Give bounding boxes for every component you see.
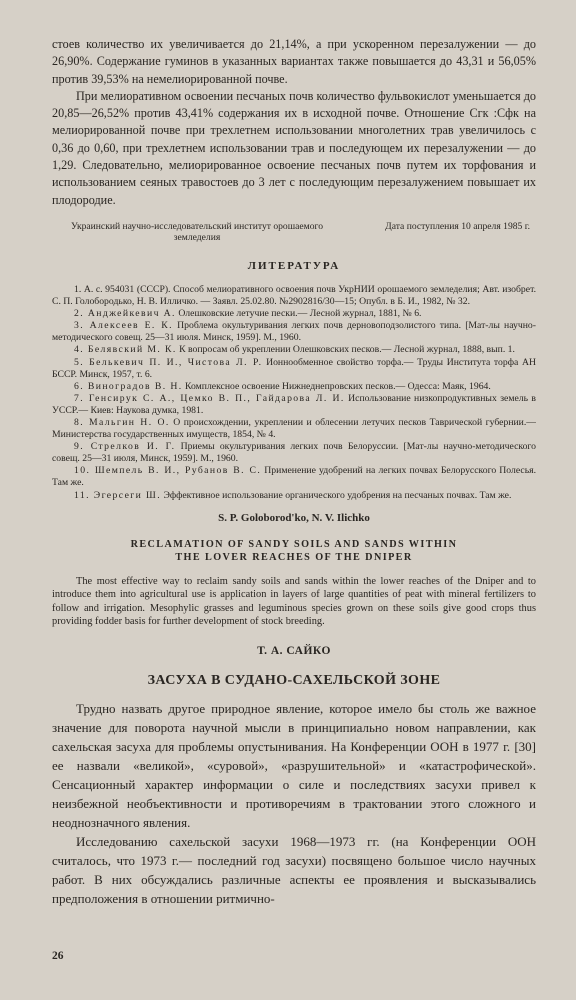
reference-item — [52, 284, 536, 308]
reference-text: О происхождении, укреплении и облесении летучих песков Таврической губернии.— Министерства государственных имуществ, 1854, № 4. — [52, 417, 536, 441]
english-title-line: THE LOVER REACHES OF THE DNIPER — [175, 552, 413, 564]
reference-text: Олешковские летучие пески.— Лесной журнал, 1881, № 6. — [175, 308, 422, 320]
received-date: Дата поступления 10 апреля 1985 г. — [385, 220, 530, 232]
reference-author: 6. Виноградов В. Н. — [74, 380, 183, 392]
article-paragraph: Трудно назвать другое природное явление, которое имело бы столь же важное значение для поворота научной мысли в принципиально новом направлении, как сахельская засуха для проблемы опустынивания. На Конференции ООН в 1977 г. [30] ее назвали «великой», «суровой», «разрушительной» и «катастрофической». Сенсационный характер информации о силе и последствиях засухи привел к неизбежной необъективности и противоречиям в трактовании этого сложного и неоднозначного явления. — [52, 701, 536, 831]
article-author: Т. А. САЙКО — [257, 645, 331, 658]
reference-author: 11. Эгерсеги Ш. — [74, 489, 162, 501]
reference-author: 8. Мальгин Н. О. — [74, 417, 170, 428]
reference-item — [52, 465, 536, 489]
reference-author: 5. Белькевич П. И., Чистова Л. Р. — [74, 356, 263, 368]
english-title-line: RECLAMATION OF SANDY SOILS AND SANDS WITHIN — [130, 538, 458, 550]
reference-text: Ионнообменное свойство торфа.— Труды Института торфа АН БССР. Минск, 1957, т. 6. — [52, 356, 536, 380]
reference-item — [52, 344, 536, 356]
reference-author: 3. Алексеев Е. К. — [74, 320, 173, 332]
reference-item — [52, 417, 536, 441]
reference-text: Эффективное использование органического удобрения на песчаных почвах. Там же. — [161, 489, 512, 501]
reference-list — [52, 284, 536, 502]
reference-item — [52, 393, 536, 417]
reference-text: Проблема окультуривания легких почв дерновоподзолистого типа. [Мат-лы научно-методического совещ. 25—31 июля. Минск, 1959]. М., 1960. — [52, 320, 537, 344]
reference-item — [52, 490, 536, 502]
intro-paragraph-1: стоев количество их увеличивается до 21,14%, а при ускоренном перезалужении — до 26,90%. Содержание гуминов в указанных вариантах также повышается до 43,31 и 56,05% против 39,53% на немелиорированной почве. — [52, 37, 536, 86]
reference-text: Использование низкопродуктивных земель в УССР.— Киев: Наукова думка, 1981. — [52, 392, 536, 416]
reference-text: К вопросам об укреплении Олешковских песков.— Лесной журнал, 1888, вып. 1. — [176, 344, 515, 356]
english-title — [52, 538, 536, 565]
intro-paragraph-2: При мелиоративном освоении песчаных почв количество фульвокислот уменьшается до 20,85—26,52% против 43,41% содержания их в исходной почве. Отношение Cгк :Cфк на мелиорированной почве при трехлетнем использовании многолетних трав увеличилось с 0,36 до 0,60, при трехлетнем использовании трав и последующем их перезалужении — до 1,29. Следовательно, мелиорированное освоение песчаных почв путем их торфования и использованием сеяных травостоев до 3 лет с последующим перезалужением повышает их плодородие. — [52, 88, 536, 207]
reference-text: 1. А. с. 954031 (СССР). Способ мелиоративного освоения почв УкрНИИ орошаемого земледелия; Авт. изобрет. С. П. Голобородько, Н. В. Илличко. — Заявл. 25.02.80. №2902816/30—15; Опубл. в Б. И., 1982, № 32. — [52, 283, 536, 308]
reference-text: Применение удобрений на легких почвах Белорусского Полесья. Там же. — [52, 465, 536, 489]
reference-text: Приемы окультуривания легких почв Белоруссии. [Мат-лы научно-методического совещ. 25—31 июля, Минск, 1959]. М., 1960. — [52, 441, 536, 465]
article-paragraph: Исследованию сахельской засухи 1968—1973 гг. (на Конференции ООН считалось, что 1973 г.— последний год засухи) посвящено большое число научных работ. В них обсуждались различные аспекты ее проявления и высказывались предположения в отношении ритмично- — [52, 834, 536, 907]
reference-author: 9. Стрелков И. Г. — [74, 441, 176, 453]
reference-item — [52, 381, 536, 393]
reference-item — [52, 308, 536, 320]
reference-item — [52, 441, 536, 465]
reference-author: 7. Генсирук С. А., Цемко В. П., Гайдарова Л. И. — [74, 392, 345, 404]
reference-author: 2. Анджейкевич А. — [74, 308, 176, 320]
english-authors: S. P. Goloborod'ko, N. V. Ilichko — [218, 511, 370, 524]
reference-item — [52, 320, 536, 344]
reference-text: Комплексное освоение Нижнеднепровских песков.— Одесса: Маяк, 1964. — [182, 380, 491, 392]
literature-heading: ЛИТЕРАТУРА — [247, 259, 341, 272]
reference-author: 10. Шемпель В. И., Рубанов В. С. — [74, 465, 262, 477]
reference-item — [52, 357, 536, 381]
article-title: ЗАСУХА В СУДАНО-САХЕЛЬСКОЙ ЗОНЕ — [147, 673, 441, 689]
institute-name: Украинский научно-исследовательский институт орошаемого земледелия — [71, 220, 323, 244]
reference-author: 4. Белявский М. К. — [74, 344, 177, 356]
english-abstract: The most effective way to reclaim sandy soils and sands within the lower reaches of the Dniper and to introduce them into agricultural use is application in layers of large quantities of peat with mineral fertilizers to follow and irrigation. Mesophylic grasses and leguminous species grown on these soils give good crops thus providing fodder basis for further development of stock breeding. — [52, 575, 536, 628]
affiliation-block — [52, 221, 536, 244]
page-number: 26 — [52, 950, 64, 962]
